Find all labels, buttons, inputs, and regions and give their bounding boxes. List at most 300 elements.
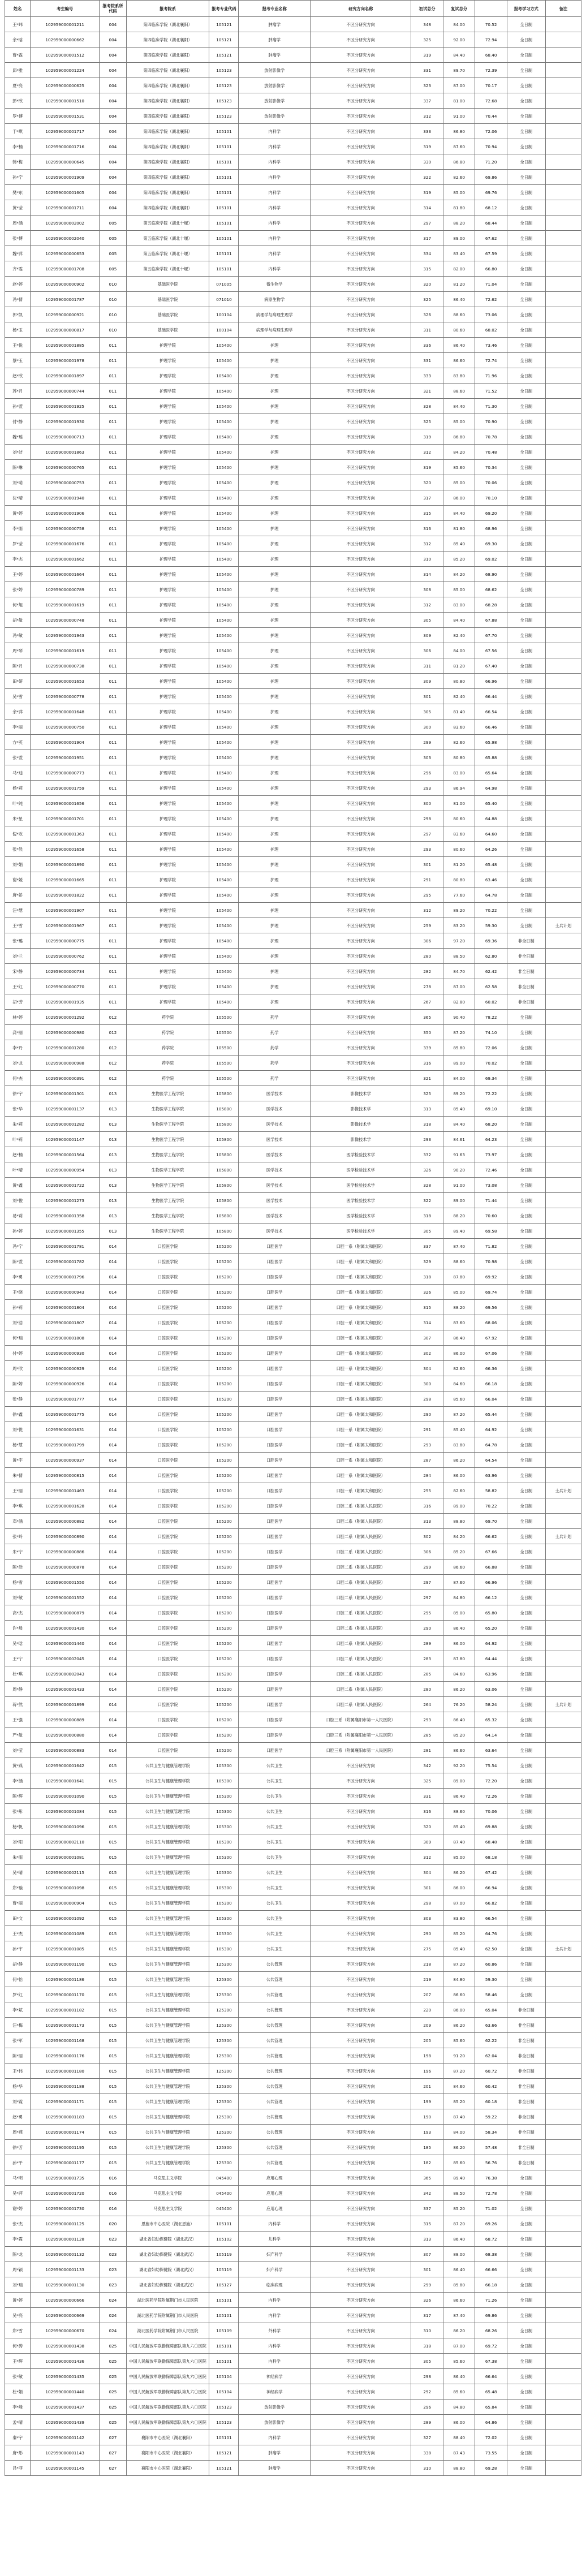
cell-total-score: 60.86 bbox=[475, 1957, 507, 1972]
cell-research-direction: 口腔一系（附属太和医院） bbox=[310, 1376, 411, 1392]
cell-study-mode: 全日制 bbox=[507, 338, 545, 353]
cell-name: 许*晨 bbox=[5, 1621, 31, 1636]
cell-initial-score: 300 bbox=[411, 720, 443, 735]
cell-research-direction: 不区分研究方向 bbox=[310, 781, 411, 796]
cell-major-name: 公共管理 bbox=[239, 2109, 311, 2125]
cell-research-direction: 不区分研究方向 bbox=[310, 842, 411, 857]
cell-exam-id: 102959000001085 bbox=[31, 1941, 100, 1957]
cell-study-mode: 全日制 bbox=[507, 216, 545, 231]
cell-exam-id: 102959000001301 bbox=[31, 1086, 100, 1101]
cell-research-direction: 口腔二系（附属人民医院） bbox=[310, 1590, 411, 1605]
cell-major-name: 护理 bbox=[239, 826, 311, 842]
cell-study-mode: 全日制 bbox=[507, 1773, 545, 1789]
table-row bbox=[5, 1437, 581, 1453]
cell-research-direction: 医学检验技术学 bbox=[310, 1178, 411, 1193]
cell-dept: 护理学院 bbox=[126, 643, 209, 658]
cell-dept: 公共卫生与健康管理学院 bbox=[126, 2018, 209, 2033]
cell-total-score: 65.44 bbox=[475, 1407, 507, 1422]
cell-major-code: 105400 bbox=[209, 857, 239, 872]
cell-major-name: 护理 bbox=[239, 903, 311, 918]
cell-study-mode: 全日制 bbox=[507, 1651, 545, 1666]
table-row bbox=[5, 1147, 581, 1162]
cell-exam-id: 102959000000789 bbox=[31, 582, 100, 597]
cell-research-direction: 口腔二系（附属人民医院） bbox=[310, 1605, 411, 1621]
cell-dept: 第五临床学院（湖北十堰） bbox=[126, 261, 209, 277]
cell-major-code: 105200 bbox=[209, 1697, 239, 1712]
cell-major-name: 护理 bbox=[239, 582, 311, 597]
cell-exam-id: 102959000001717 bbox=[31, 124, 100, 139]
cell-exam-id: 102959000000758 bbox=[31, 521, 100, 536]
cell-research-direction: 口腔一系（附属太和医院） bbox=[310, 1315, 411, 1330]
cell-dept: 护理学院 bbox=[126, 811, 209, 826]
cell-total-score: 72.39 bbox=[475, 63, 507, 78]
cell-dept: 公共卫生与健康管理学院 bbox=[126, 1972, 209, 1987]
cell-dept: 第四临床学院（湖北襄阳） bbox=[126, 200, 209, 216]
table-row bbox=[5, 48, 581, 63]
cell-research-direction: 不区分研究方向 bbox=[310, 2201, 411, 2216]
cell-initial-score: 316 bbox=[411, 1498, 443, 1514]
cell-major-code: 105104 bbox=[209, 2369, 239, 2384]
cell-name: 田*文 bbox=[5, 1911, 31, 1926]
table-row bbox=[5, 1865, 581, 1880]
cell-study-mode: 全日制 bbox=[507, 1804, 545, 1819]
cell-dept-code: 014 bbox=[100, 1636, 126, 1651]
cell-research-direction: 不区分研究方向 bbox=[310, 506, 411, 521]
cell-major-code: 105400 bbox=[209, 368, 239, 384]
cell-name: 曹*霖 bbox=[5, 48, 31, 63]
cell-name: 朱*倩 bbox=[5, 1468, 31, 1483]
cell-major-name: 药学 bbox=[239, 1071, 311, 1086]
cell-name: 高*杰 bbox=[5, 1605, 31, 1621]
cell-exam-id: 102959000001089 bbox=[31, 1926, 100, 1941]
cell-exam-id: 102959000001722 bbox=[31, 1178, 100, 1193]
cell-dept: 护理学院 bbox=[126, 903, 209, 918]
cell-total-score: 68.02 bbox=[475, 322, 507, 338]
cell-retest-score: 82.00 bbox=[443, 261, 475, 277]
cell-research-direction: 不区分研究方向 bbox=[310, 689, 411, 704]
table-row bbox=[5, 628, 581, 643]
cell-major-name: 内科学 bbox=[239, 2338, 311, 2354]
cell-major-name: 护理 bbox=[239, 735, 311, 750]
cell-remark bbox=[545, 2140, 581, 2155]
cell-dept-code: 015 bbox=[100, 1957, 126, 1972]
cell-initial-score: 331 bbox=[411, 353, 443, 368]
cell-retest-score: 85.20 bbox=[443, 2201, 475, 2216]
cell-total-score: 67.40 bbox=[475, 658, 507, 674]
table-row bbox=[5, 1850, 581, 1865]
cell-name: 张*玲 bbox=[5, 1529, 31, 1544]
cell-total-score: 59.30 bbox=[475, 918, 507, 933]
table-row bbox=[5, 1605, 581, 1621]
cell-major-name: 口腔医学 bbox=[239, 1498, 311, 1514]
cell-exam-id: 102959000000890 bbox=[31, 1529, 100, 1544]
cell-research-direction: 不区分研究方向 bbox=[310, 2430, 411, 2445]
cell-initial-score: 348 bbox=[411, 17, 443, 32]
cell-name: 周*欣 bbox=[5, 1361, 31, 1376]
cell-exam-id: 102959000000770 bbox=[31, 979, 100, 994]
cell-research-direction: 不区分研究方向 bbox=[310, 643, 411, 658]
cell-major-code: 105101 bbox=[209, 154, 239, 170]
cell-retest-score: 84.00 bbox=[443, 1071, 475, 1086]
cell-major-code: 105400 bbox=[209, 338, 239, 353]
cell-remark bbox=[545, 2384, 581, 2400]
cell-dept-code: 024 bbox=[100, 2308, 126, 2323]
cell-major-code: 125300 bbox=[209, 2002, 239, 2018]
cell-retest-score: 84.20 bbox=[443, 567, 475, 582]
cell-major-name: 公共管理 bbox=[239, 2155, 311, 2170]
cell-major-name: 医学技术 bbox=[239, 1147, 311, 1162]
cell-remark bbox=[545, 994, 581, 1010]
cell-retest-score: 84.40 bbox=[443, 1117, 475, 1132]
cell-major-code: 105300 bbox=[209, 1834, 239, 1850]
cell-retest-score: 86.40 bbox=[443, 2262, 475, 2277]
cell-study-mode: 全日制 bbox=[507, 720, 545, 735]
cell-major-code: 105200 bbox=[209, 1743, 239, 1758]
cell-major-name: 护理 bbox=[239, 475, 311, 490]
cell-exam-id: 102959000001890 bbox=[31, 857, 100, 872]
cell-major-code: 105400 bbox=[209, 429, 239, 445]
cell-initial-score: 315 bbox=[411, 2216, 443, 2232]
cell-exam-id: 102959000001967 bbox=[31, 918, 100, 933]
cell-total-score: 69.86 bbox=[475, 2308, 507, 2323]
cell-remark bbox=[545, 48, 581, 63]
cell-total-score: 64.60 bbox=[475, 826, 507, 842]
cell-exam-id: 102959000001176 bbox=[31, 2048, 100, 2064]
cell-study-mode: 全日制 bbox=[507, 2445, 545, 2461]
cell-dept-code: 014 bbox=[100, 1697, 126, 1712]
cell-dept: 口腔医学院 bbox=[126, 1468, 209, 1483]
cell-remark bbox=[545, 231, 581, 246]
cell-exam-id: 102959000001796 bbox=[31, 1269, 100, 1285]
cell-study-mode: 全日制 bbox=[507, 1575, 545, 1590]
cell-dept-code: 027 bbox=[100, 2461, 126, 2476]
header-major-name: 报考专业名称 bbox=[239, 1, 311, 17]
cell-research-direction: 口腔一系（附属太和医院） bbox=[310, 1437, 411, 1453]
cell-total-score: 65.48 bbox=[475, 857, 507, 872]
cell-dept-code: 005 bbox=[100, 261, 126, 277]
cell-study-mode: 全日制 bbox=[507, 1193, 545, 1208]
table-row bbox=[5, 994, 581, 1010]
cell-exam-id: 102959000001885 bbox=[31, 338, 100, 353]
cell-name: 何*怡 bbox=[5, 1972, 31, 1987]
cell-major-name: 护理 bbox=[239, 964, 311, 979]
cell-name: 李*霞 bbox=[5, 2232, 31, 2247]
cell-exam-id: 102959000001716 bbox=[31, 139, 100, 154]
cell-initial-score: 281 bbox=[411, 1743, 443, 1758]
cell-study-mode: 非全日制 bbox=[507, 2033, 545, 2048]
cell-initial-score: 320 bbox=[411, 475, 443, 490]
cell-initial-score: 312 bbox=[411, 903, 443, 918]
cell-dept: 口腔医学院 bbox=[126, 1285, 209, 1300]
cell-total-score: 67.66 bbox=[475, 1544, 507, 1560]
cell-remark bbox=[545, 2018, 581, 2033]
cell-research-direction: 口腔一系（附属太和医院） bbox=[310, 1468, 411, 1483]
cell-research-direction: 不区分研究方向 bbox=[310, 2002, 411, 2018]
cell-remark bbox=[545, 277, 581, 292]
cell-research-direction: 不区分研究方向 bbox=[310, 17, 411, 32]
cell-retest-score: 86.80 bbox=[443, 124, 475, 139]
cell-retest-score: 86.40 bbox=[443, 338, 475, 353]
cell-exam-id: 102959000001433 bbox=[31, 1682, 100, 1697]
cell-dept: 生物医学工程学院 bbox=[126, 1147, 209, 1162]
cell-exam-id: 102959000001137 bbox=[31, 1101, 100, 1117]
cell-study-mode: 全日制 bbox=[507, 1728, 545, 1743]
cell-remark bbox=[545, 1208, 581, 1224]
cell-major-name: 公共管理 bbox=[239, 1972, 311, 1987]
cell-total-score: 71.52 bbox=[475, 384, 507, 399]
cell-major-name: 临床病理 bbox=[239, 2277, 311, 2293]
cell-remark: 士兵计划 bbox=[545, 918, 581, 933]
cell-retest-score: 87.20 bbox=[443, 1407, 475, 1422]
cell-exam-id: 102959000001807 bbox=[31, 1315, 100, 1330]
cell-initial-score: 185 bbox=[411, 2140, 443, 2155]
cell-major-name: 护理 bbox=[239, 460, 311, 475]
cell-dept: 第四临床学院（湖北襄阳） bbox=[126, 139, 209, 154]
cell-name: 赵*婷 bbox=[5, 277, 31, 292]
cell-remark bbox=[545, 933, 581, 949]
table-row bbox=[5, 384, 581, 399]
table-row bbox=[5, 1666, 581, 1682]
cell-exam-id: 102959000000930 bbox=[31, 1346, 100, 1361]
cell-study-mode: 全日制 bbox=[507, 552, 545, 567]
cell-remark bbox=[545, 704, 581, 720]
cell-dept-code: 011 bbox=[100, 490, 126, 506]
cell-remark bbox=[545, 1850, 581, 1865]
cell-exam-id: 102959000001132 bbox=[31, 2247, 100, 2262]
cell-remark bbox=[545, 2308, 581, 2323]
cell-dept: 生物医学工程学院 bbox=[126, 1208, 209, 1224]
cell-research-direction: 不区分研究方向 bbox=[310, 2323, 411, 2338]
cell-research-direction: 口腔二系（附属人民医院） bbox=[310, 1560, 411, 1575]
cell-initial-score: 318 bbox=[411, 1269, 443, 1285]
cell-exam-id: 102959000001662 bbox=[31, 552, 100, 567]
cell-dept-code: 015 bbox=[100, 2140, 126, 2155]
cell-research-direction: 不区分研究方向 bbox=[310, 1911, 411, 1926]
cell-remark bbox=[545, 368, 581, 384]
cell-remark bbox=[545, 2033, 581, 2048]
cell-name: 吴*晴 bbox=[5, 1865, 31, 1880]
cell-research-direction: 不区分研究方向 bbox=[310, 796, 411, 811]
cell-research-direction: 口腔一系（附属太和医院） bbox=[310, 1300, 411, 1315]
cell-retest-score: 89.00 bbox=[443, 1193, 475, 1208]
cell-major-code: 105200 bbox=[209, 1605, 239, 1621]
cell-exam-id: 102959000001951 bbox=[31, 750, 100, 765]
cell-dept-code: 011 bbox=[100, 536, 126, 552]
cell-dept: 口腔医学院 bbox=[126, 1621, 209, 1636]
cell-initial-score: 205 bbox=[411, 2033, 443, 2048]
cell-exam-id: 102959000001775 bbox=[31, 1407, 100, 1422]
cell-dept: 公共卫生与健康管理学院 bbox=[126, 1850, 209, 1865]
cell-name: 何*旭 bbox=[5, 597, 31, 613]
cell-study-mode: 全日制 bbox=[507, 1040, 545, 1056]
cell-total-score: 73.55 bbox=[475, 2445, 507, 2461]
cell-initial-score: 311 bbox=[411, 658, 443, 674]
cell-total-score: 70.44 bbox=[475, 109, 507, 124]
cell-dept-code: 014 bbox=[100, 1560, 126, 1575]
table-row bbox=[5, 1819, 581, 1834]
cell-major-name: 放射影像学 bbox=[239, 109, 311, 124]
cell-dept: 口腔医学院 bbox=[126, 1330, 209, 1346]
cell-major-code: 105200 bbox=[209, 1636, 239, 1651]
cell-study-mode: 非全日制 bbox=[507, 949, 545, 964]
cell-dept-code: 011 bbox=[100, 918, 126, 933]
cell-major-code: 071010 bbox=[209, 292, 239, 307]
cell-name: 付*静 bbox=[5, 414, 31, 429]
cell-study-mode: 全日制 bbox=[507, 597, 545, 613]
cell-dept-code: 015 bbox=[100, 1941, 126, 1957]
cell-remark bbox=[545, 93, 581, 109]
cell-research-direction: 不区分研究方向 bbox=[310, 2308, 411, 2323]
cell-dept: 护理学院 bbox=[126, 399, 209, 414]
cell-name: 陈*龙 bbox=[5, 2247, 31, 2262]
cell-dept: 口腔医学院 bbox=[126, 1269, 209, 1285]
cell-dept-code: 013 bbox=[100, 1117, 126, 1132]
cell-major-name: 公共卫生 bbox=[239, 1834, 311, 1850]
cell-total-score: 66.18 bbox=[475, 2277, 507, 2293]
table-row bbox=[5, 1208, 581, 1224]
cell-dept: 口腔医学院 bbox=[126, 1743, 209, 1758]
cell-dept: 口腔医学院 bbox=[126, 1361, 209, 1376]
cell-major-code: 105400 bbox=[209, 994, 239, 1010]
cell-major-code: 105300 bbox=[209, 1941, 239, 1957]
cell-research-direction: 不区分研究方向 bbox=[310, 521, 411, 536]
cell-study-mode: 全日制 bbox=[507, 1560, 545, 1575]
cell-retest-score: 83.80 bbox=[443, 1437, 475, 1453]
cell-major-code: 105400 bbox=[209, 903, 239, 918]
cell-initial-score: 313 bbox=[411, 2232, 443, 2247]
cell-remark bbox=[545, 429, 581, 445]
cell-retest-score: 87.80 bbox=[443, 1269, 475, 1285]
cell-name: 徐*鑫 bbox=[5, 1407, 31, 1422]
cell-name: 王*雪 bbox=[5, 918, 31, 933]
cell-study-mode: 全日制 bbox=[507, 1987, 545, 2002]
table-row bbox=[5, 231, 581, 246]
cell-remark bbox=[545, 1071, 581, 1086]
cell-retest-score: 86.40 bbox=[443, 1621, 475, 1636]
cell-research-direction: 不区分研究方向 bbox=[310, 414, 411, 429]
cell-retest-score: 81.80 bbox=[443, 200, 475, 216]
cell-dept: 口腔医学院 bbox=[126, 1453, 209, 1468]
cell-name: 刘*萌 bbox=[5, 475, 31, 490]
cell-major-name: 口腔医学 bbox=[239, 1269, 311, 1285]
cell-remark bbox=[545, 109, 581, 124]
table-row bbox=[5, 78, 581, 93]
cell-total-score: 59.22 bbox=[475, 2109, 507, 2125]
cell-initial-score: 285 bbox=[411, 1728, 443, 1743]
cell-remark bbox=[545, 2293, 581, 2308]
cell-total-score: 71.26 bbox=[475, 2293, 507, 2308]
cell-remark bbox=[545, 1834, 581, 1850]
cell-name: 冯*宁 bbox=[5, 1239, 31, 1254]
cell-remark bbox=[545, 521, 581, 536]
cell-major-name: 护理 bbox=[239, 353, 311, 368]
cell-retest-score: 89.00 bbox=[443, 1498, 475, 1514]
cell-research-direction: 不区分研究方向 bbox=[310, 2155, 411, 2170]
cell-total-score: 65.98 bbox=[475, 735, 507, 750]
cell-research-direction: 不区分研究方向 bbox=[310, 949, 411, 964]
header-dept: 报考院系 bbox=[126, 1, 209, 17]
cell-initial-score: 298 bbox=[411, 1392, 443, 1407]
cell-research-direction: 不区分研究方向 bbox=[310, 613, 411, 628]
table-row bbox=[5, 643, 581, 658]
cell-dept-code: 004 bbox=[100, 93, 126, 109]
cell-exam-id: 102959000000625 bbox=[31, 78, 100, 93]
cell-major-name: 口腔医学 bbox=[239, 1621, 311, 1636]
cell-initial-score: 298 bbox=[411, 1896, 443, 1911]
cell-initial-score: 336 bbox=[411, 338, 443, 353]
cell-major-code: 105119 bbox=[209, 2247, 239, 2262]
cell-study-mode: 全日制 bbox=[507, 1896, 545, 1911]
cell-initial-score: 280 bbox=[411, 949, 443, 964]
table-row bbox=[5, 720, 581, 735]
cell-total-score: 66.54 bbox=[475, 1911, 507, 1926]
cell-major-name: 放射影像学 bbox=[239, 2400, 311, 2415]
cell-major-code: 105200 bbox=[209, 1468, 239, 1483]
cell-major-name: 肿瘤学 bbox=[239, 17, 311, 32]
cell-exam-id: 102959000000943 bbox=[31, 1285, 100, 1300]
cell-study-mode: 全日制 bbox=[507, 2338, 545, 2354]
cell-major-code: 105101 bbox=[209, 2430, 239, 2445]
cell-exam-id: 102959000000713 bbox=[31, 429, 100, 445]
cell-major-code: 125300 bbox=[209, 1957, 239, 1972]
cell-research-direction: 不区分研究方向 bbox=[310, 154, 411, 170]
cell-major-code: 105400 bbox=[209, 704, 239, 720]
cell-retest-score: 88.20 bbox=[443, 1300, 475, 1315]
table-row bbox=[5, 2170, 581, 2186]
cell-name: 陈*婷 bbox=[5, 1376, 31, 1392]
cell-exam-id: 102959000001430 bbox=[31, 1621, 100, 1636]
cell-initial-score: 317 bbox=[411, 490, 443, 506]
cell-remark bbox=[545, 1392, 581, 1407]
header-study-mode: 报考学习方式 bbox=[507, 1, 545, 17]
cell-initial-score: 332 bbox=[411, 1147, 443, 1162]
cell-research-direction: 不区分研究方向 bbox=[310, 1957, 411, 1972]
cell-dept-code: 014 bbox=[100, 1254, 126, 1269]
cell-remark bbox=[545, 1117, 581, 1132]
cell-exam-id: 102959000001096 bbox=[31, 1819, 100, 1834]
cell-initial-score: 331 bbox=[411, 63, 443, 78]
cell-major-code: 105101 bbox=[209, 170, 239, 185]
cell-initial-score: 190 bbox=[411, 2109, 443, 2125]
cell-dept: 药学院 bbox=[126, 1040, 209, 1056]
cell-retest-score: 81.00 bbox=[443, 93, 475, 109]
cell-retest-score: 87.40 bbox=[443, 1834, 475, 1850]
cell-exam-id: 102959000001664 bbox=[31, 567, 100, 582]
cell-exam-id: 102959000001564 bbox=[31, 1147, 100, 1162]
cell-total-score: 72.22 bbox=[475, 1086, 507, 1101]
cell-dept: 生物医学工程学院 bbox=[126, 1224, 209, 1239]
cell-name: 杨*玉 bbox=[5, 322, 31, 338]
table-row bbox=[5, 2369, 581, 2384]
table-row bbox=[5, 185, 581, 200]
cell-initial-score: 296 bbox=[411, 765, 443, 781]
cell-remark bbox=[545, 17, 581, 32]
cell-total-score: 71.44 bbox=[475, 1193, 507, 1208]
cell-name: 汪*慧 bbox=[5, 903, 31, 918]
cell-remark bbox=[545, 1957, 581, 1972]
cell-research-direction: 不区分研究方向 bbox=[310, 2094, 411, 2109]
cell-dept: 襄阳市中心医院（湖北襄阳） bbox=[126, 2430, 209, 2445]
cell-name: 田*妍 bbox=[5, 674, 31, 689]
cell-name: 唐*娇 bbox=[5, 888, 31, 903]
cell-remark bbox=[545, 888, 581, 903]
cell-remark bbox=[545, 1743, 581, 1758]
cell-dept: 口腔医学院 bbox=[126, 1514, 209, 1529]
cell-research-direction: 医学检验技术学 bbox=[310, 1193, 411, 1208]
cell-study-mode: 非全日制 bbox=[507, 2002, 545, 2018]
cell-remark bbox=[545, 2048, 581, 2064]
cell-exam-id: 102959000001978 bbox=[31, 353, 100, 368]
